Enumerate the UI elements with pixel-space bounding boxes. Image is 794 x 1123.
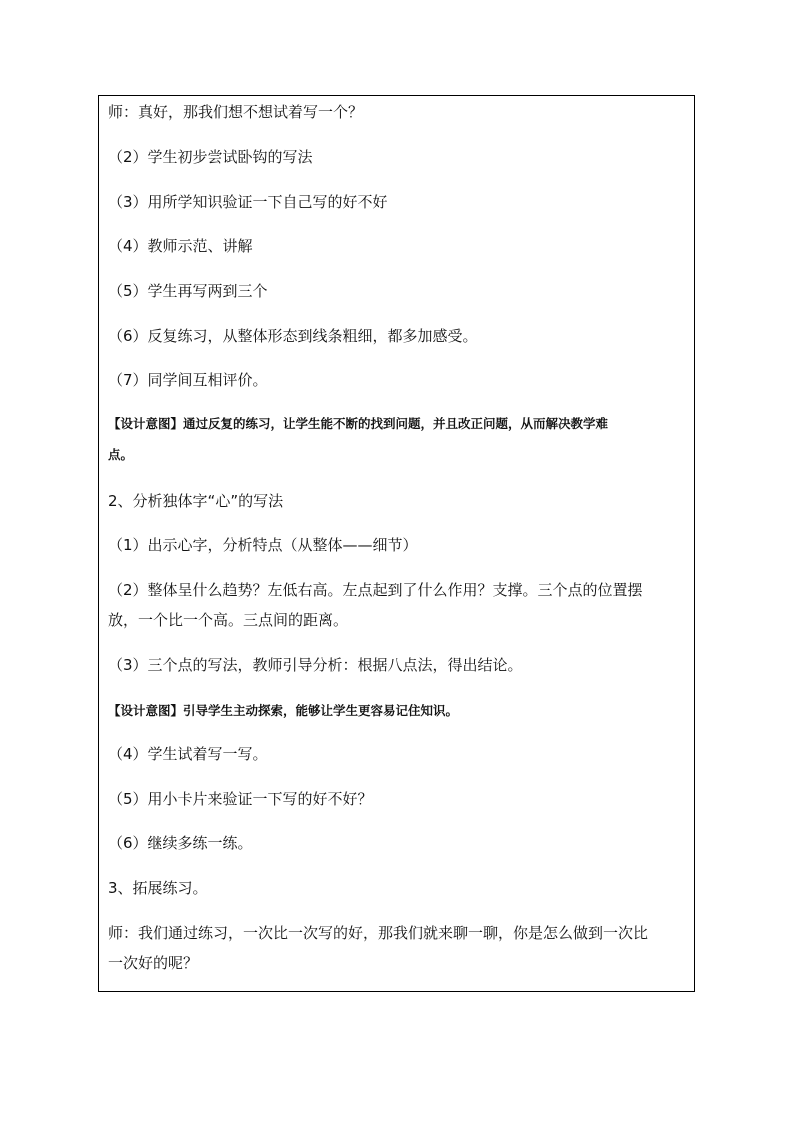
text-line: （4）学生试着写一写。 [108,745,268,763]
text-line: （7）同学间互相评价。 [108,371,268,389]
section-heading: 2、分析独体字“心”的写法 [108,492,284,510]
design-intent-note: 【设计意图】通过反复的练习，让学生能不断的找到问题，并且改正问题，从而解决教学难 [108,416,609,431]
text-line: （6）反复练习，从整体形态到线条粗细，都多加感受。 [108,327,478,345]
text-line: （5）学生再写两到三个 [108,282,268,300]
design-intent-note: 点。 [108,447,134,462]
text-line: （3）用所学知识验证一下自己写的好不好 [108,193,388,211]
text-line: 一次好的呢？ [108,954,199,972]
section-heading: 3、拓展练习。 [108,879,208,897]
text-line: 师：我们通过练习，一次比一次写的好，那我们就来聊一聊，你是怎么做到一次比 [108,924,649,942]
text-line: 师：真好，那我们想不想试着写一个？ [108,103,364,121]
text-line: （2）整体呈什么趋势？左低右高。左点起到了什么作用？支撑。三个点的位置摆 [108,581,643,599]
text-line: （4）教师示范、讲解 [108,237,253,255]
design-intent-note: 【设计意图】引导学生主动探索，能够让学生更容易记住知识。 [108,703,459,718]
text-line: （1）出示心字，分析特点（从整体——细节） [108,536,418,554]
text-line: （3）三个点的写法，教师引导分析：根据八点法，得出结论。 [108,656,523,674]
text-line: （5）用小卡片来验证一下写的好不好？ [108,790,373,808]
text-line: （6）继续多练一练。 [108,834,253,852]
text-line: （2）学生初步尝试卧钩的写法 [108,148,313,166]
text-line: 放，一个比一个高。三点间的距离。 [108,611,349,629]
